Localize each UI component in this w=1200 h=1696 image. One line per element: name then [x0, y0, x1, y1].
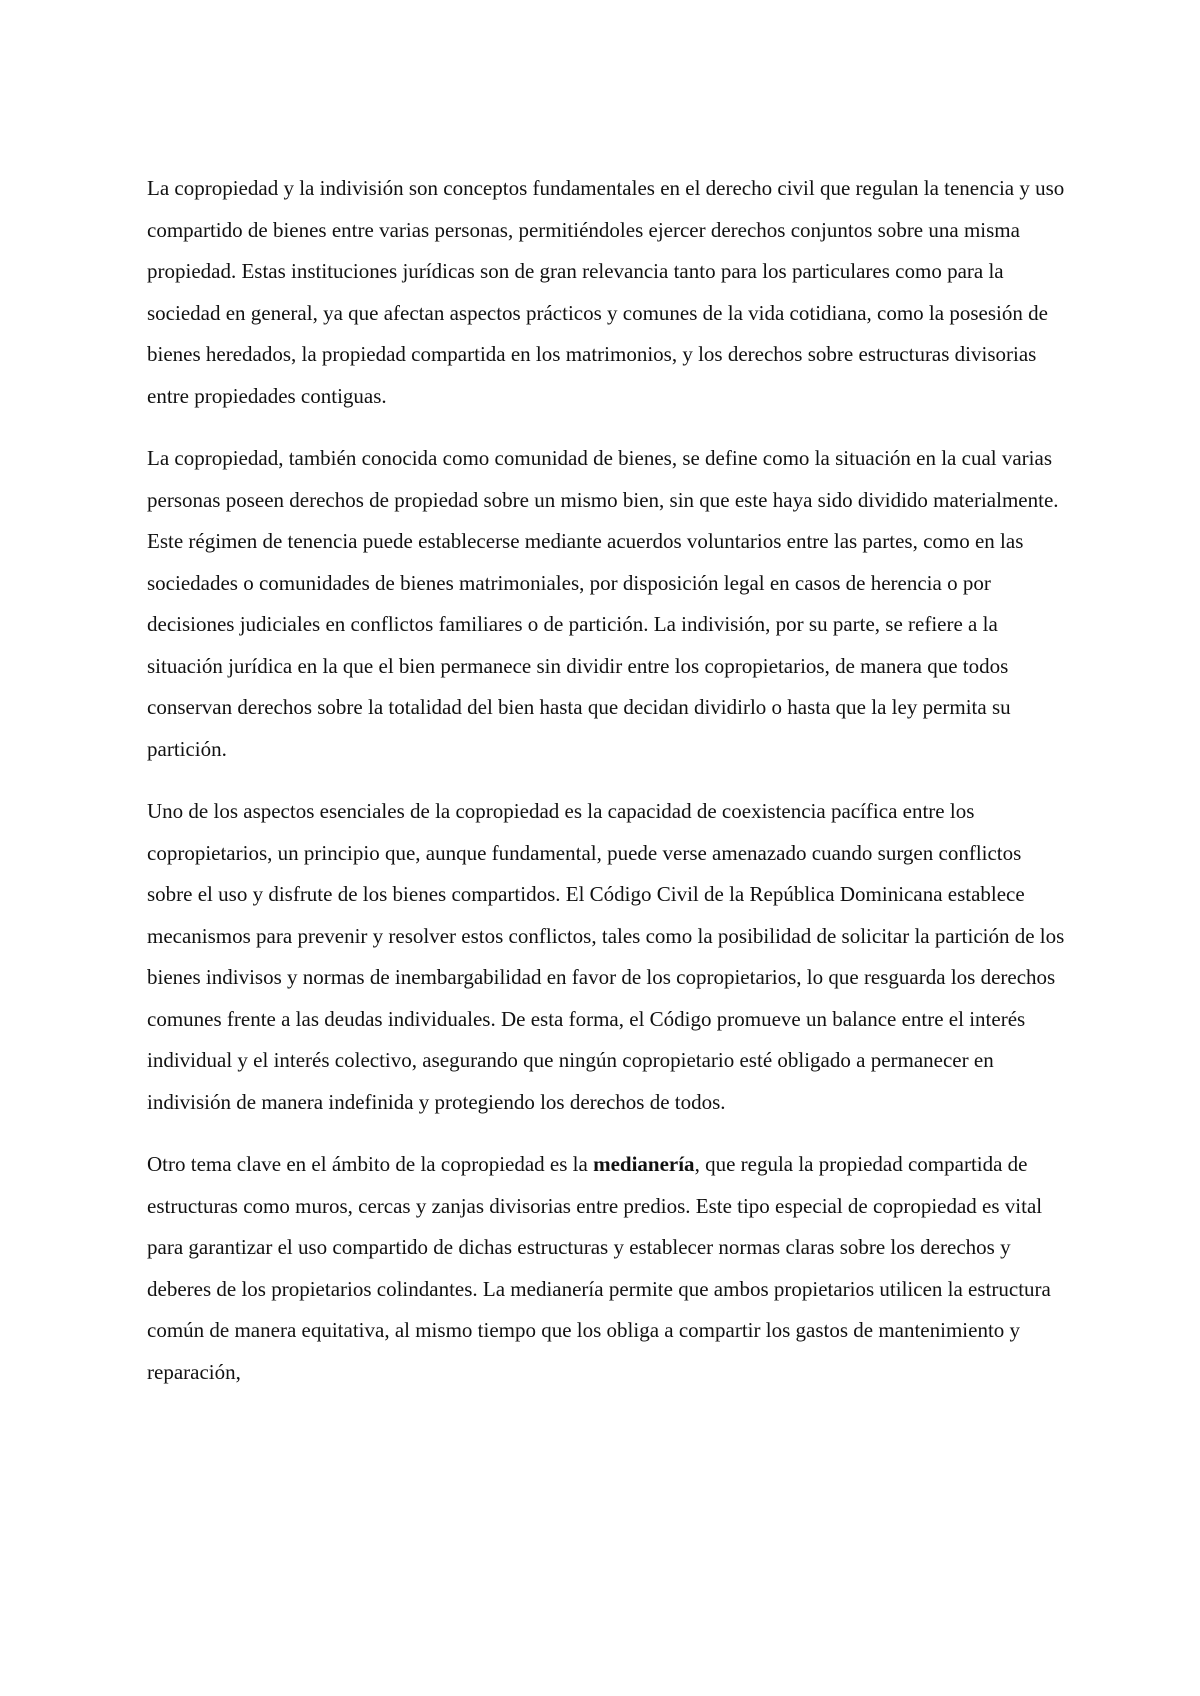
paragraph-1: La copropiedad y la indivisión son conceptos fundamentales en el derecho civil que regulan la tenencia y uso compartido de bienes entre varias personas, permitiéndoles ejercer derechos conjuntos sobre una misma propiedad. Estas instituciones jurídicas son de gran relevancia tanto para los particulares como para la sociedad en general, ya que afectan aspectos prácticos y comunes de la vida cotidiana, como la posesión de bienes heredados, la propiedad compartida en los matrimonios, y los derechos sobre estructuras divisorias entre propiedades contiguas. — [147, 176, 1065, 408]
paragraph-4 — [147, 1144, 1067, 1393]
paragraph-4-lead: Otro tema clave en el ámbito de la copropiedad es la — [147, 1152, 594, 1176]
document-body — [147, 168, 1067, 1393]
bold-term: medianería — [593, 1152, 695, 1176]
paragraph-2: La copropiedad, también conocida como comunidad de bienes, se define como la situación en la cual varias personas poseen derechos de propiedad sobre un mismo bien, sin que este haya sido dividido materialmente. Este régimen de tenencia puede establecerse mediante acuerdos voluntarios entre las partes, como en las sociedades o comunidades de bienes matrimoniales, por disposición legal en casos de herencia o por decisiones judiciales en conflictos familiares o de partición. La indivisión, por su parte, se refiere a la situación jurídica en la que el bien permanece sin dividir entre los copropietarios, de manera que todos conservan derechos sobre la totalidad del bien hasta que decidan dividirlo o hasta que la ley permita su partición. — [147, 446, 1059, 761]
paragraph-4-rest: , que regula la propiedad compartida de estructuras como muros, cercas y zanjas divisorias entre predios. Este tipo especial de copropiedad es vital para garantizar el uso compartido de dichas estructuras y establecer normas claras sobre los derechos y deberes de los propietarios colindantes. La medianería permite que ambos propietarios utilicen la estructura común de manera equitativa, al mismo tiempo que los obliga a compartir los gastos de mantenimiento y reparación, — [147, 1152, 1051, 1384]
paragraph-3: Uno de los aspectos esenciales de la copropiedad es la capacidad de coexistencia pacífica entre los copropietarios, un principio que, aunque fundamental, puede verse amenazado cuando surgen conflictos sobre el uso y disfrute de los bienes compartidos. El Código Civil de la República Dominicana establece mecanismos para prevenir y resolver estos conflictos, tales como la posibilidad de solicitar la partición de los bienes indivisos y normas de inembargabilidad en favor de los copropietarios, lo que resguarda los derechos comunes frente a las deudas individuales. De esta forma, el Código promueve un balance entre el interés individual y el interés colectivo, asegurando que ningún copropietario esté obligado a permanecer en indivisión de manera indefinida y protegiendo los derechos de todos. — [147, 799, 1065, 1114]
